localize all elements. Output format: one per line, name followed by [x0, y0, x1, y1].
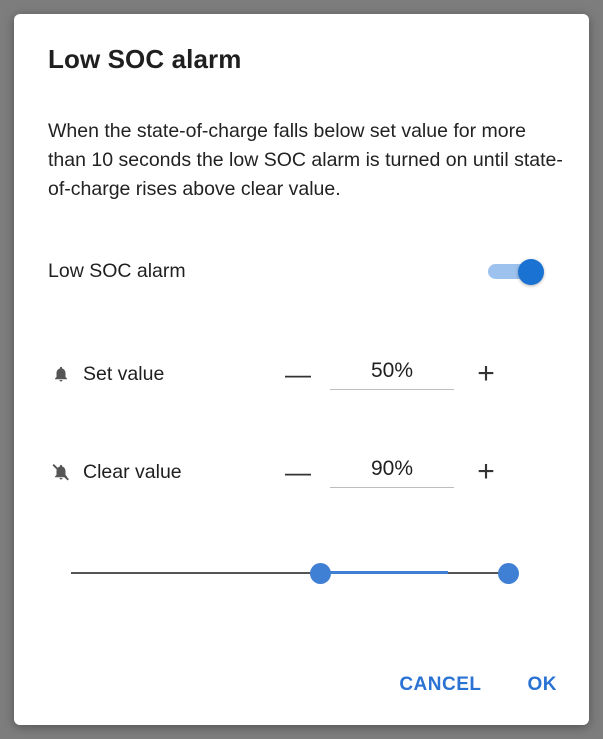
set-value-field[interactable] [330, 359, 454, 390]
page-title: Low SOC alarm [48, 44, 242, 74]
low-soc-alarm-switch[interactable] [488, 260, 552, 282]
slider-handle-high[interactable] [498, 563, 519, 584]
slider-active-range [315, 571, 448, 574]
set-value-stepper[interactable] [48, 344, 564, 404]
dialog-description: When the state-of-charge falls below set value for more than 10 seconds the low SOC alarm is turned on until state-of-charge rises above clear value. [48, 120, 563, 200]
slider-rail [71, 572, 515, 574]
set-value-label: Set value [83, 362, 165, 385]
bell-icon [48, 364, 74, 384]
switch-thumb[interactable] [518, 259, 544, 285]
clear-value-decrement-button[interactable]: — [285, 457, 311, 487]
set-value-increment-button[interactable]: + [477, 357, 495, 390]
cancel-button[interactable]: CANCEL [393, 673, 487, 697]
low-soc-alarm-dialog [14, 14, 589, 725]
dialog-actions [393, 673, 563, 697]
clear-value-label: Clear value [83, 460, 182, 483]
clear-value-field[interactable] [330, 457, 454, 488]
range-slider[interactable] [71, 559, 515, 587]
clear-value-stepper[interactable] [48, 442, 564, 502]
set-value-text: 50% [370, 358, 414, 382]
bell-off-icon [48, 462, 74, 482]
ok-button[interactable]: OK [522, 673, 564, 697]
clear-value-text: 90% [370, 456, 414, 480]
low-soc-alarm-toggle-label: Low SOC alarm [48, 259, 186, 282]
clear-value-increment-button[interactable]: + [477, 455, 495, 488]
slider-handle-low[interactable] [310, 563, 331, 584]
set-value-decrement-button[interactable]: — [285, 359, 311, 389]
low-soc-alarm-toggle-row[interactable] [48, 247, 552, 295]
